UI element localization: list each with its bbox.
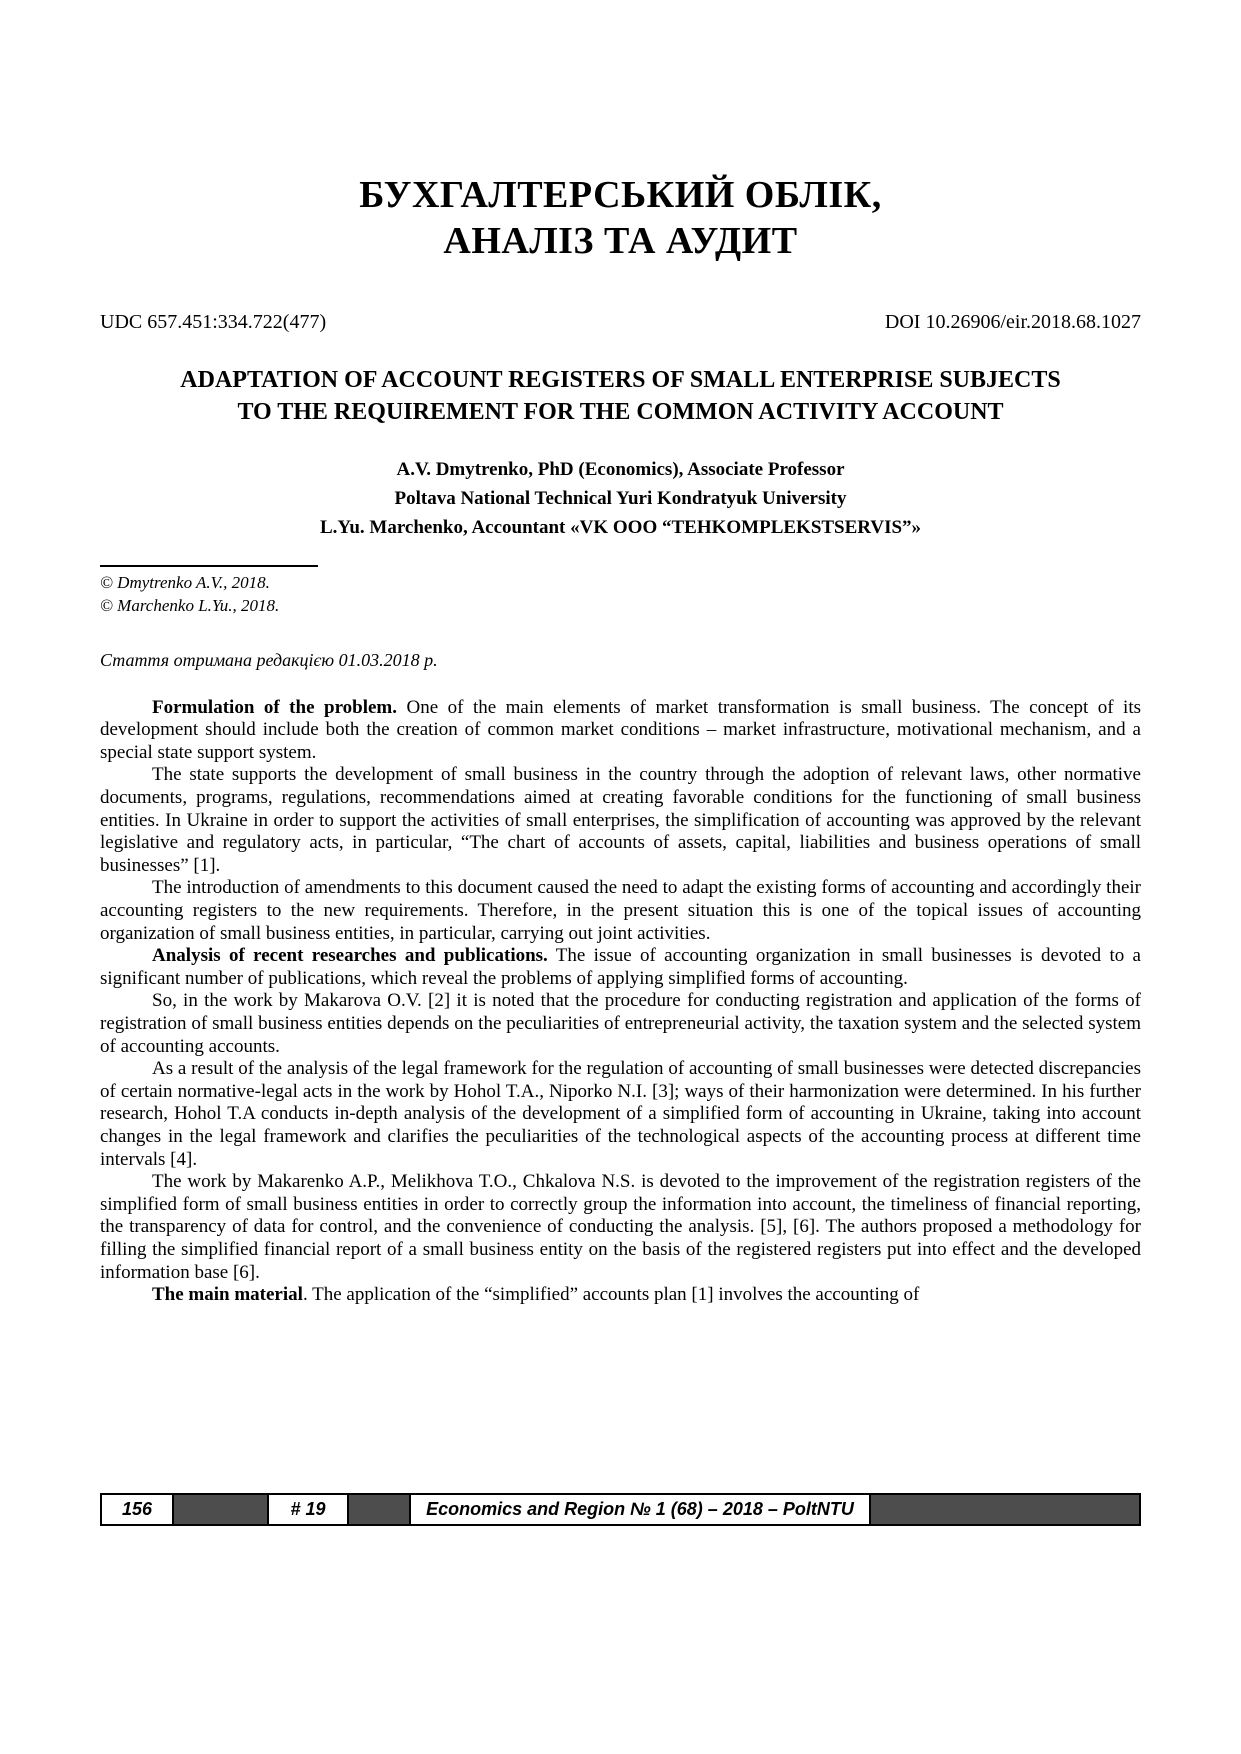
paragraph-text: The work by Makarenko A.P., Melikhova T.O., Chkalova N.S. is devoted to the improvement of the registration registers of the simplified form of small business entities in order to correctly group the information into account, the timeliness of financial reporting, the transparency of data for control, and the convenience of conducting the analysis. [5], [6]. The authors proposed a methodology for filling the simplified financial report of a small business entity on the basis of the registered registers put into effect and the developed information base [6]. xyxy=(100,1171,1141,1283)
paragraph xyxy=(100,945,1141,990)
paragraph xyxy=(100,1284,1141,1307)
paragraph xyxy=(100,697,1141,765)
paragraph xyxy=(100,1058,1141,1171)
udc-doi-row xyxy=(100,311,1141,334)
author-line: L.Yu. Marchenko, Accountant «VK OOO “TEHKOMPLEKSTSERVIS”» xyxy=(319,517,922,539)
paragraph-text: One of the main elements of market transformation is small business. The concept of its development should include both the creation of common market conditions – market infrastructure, motivational mechanism, and a special state support system. xyxy=(100,696,1141,763)
paragraph-text: So, in the work by Makarova O.V. [2] it is noted that the procedure for conducting registration and application of the forms of registration of small business entities depends on the peculiarities of entrepreneurial activity, the taxation system and the selected system of accounting accounts. xyxy=(100,990,1141,1057)
paragraph xyxy=(100,877,1141,945)
paragraph xyxy=(100,1171,1141,1284)
paragraph-lead: The main material xyxy=(152,1284,303,1306)
copyright-line: © Marchenko L.Yu., 2018. xyxy=(100,595,280,615)
copyright-block xyxy=(100,565,1141,618)
copyright-line: © Dmytrenko A.V., 2018. xyxy=(100,572,270,592)
section-title-line1: БУХГАЛТЕРСЬКИЙ ОБЛІК, xyxy=(359,174,882,216)
footer-issue-number: # 19 xyxy=(269,1495,349,1524)
copyright-separator-rule xyxy=(100,565,318,567)
author-line: A.V. Dmytrenko, PhD (Economics), Associate Professor xyxy=(396,458,845,480)
paragraph-text: The state supports the development of small business in the country through the adoption of relevant laws, other normative documents, programs, regulations, recommendations aimed at creating favorable conditions for the functioning of small business entities. In Ukraine in order to support the activities of small enterprises, the simplification of accounting was approved by the relevant legislative and regulatory acts, in particular, “The chart of accounts of assets, capital, liabilities and business operations of small businesses” [1]. xyxy=(100,764,1141,876)
footer-page-number: 156 xyxy=(102,1495,174,1524)
paragraph-lead: Formulation of the problem. xyxy=(152,696,398,718)
article-title: ADAPTATION OF ACCOUNT REGISTERS OF SMALL ENTERPRISE SUBJECTS TO THE REQUIREMENT FOR THE COMMON ACTIVITY ACCOUNT xyxy=(180,366,1061,426)
paragraph-text: The introduction of amendments to this document caused the need to adapt the existing forms of accounting and accordingly their accounting registers to the new requirements. Therefore, in the present situation this is one of the topical issues of accounting organization of small business entities, in particular, carrying out joint activities. xyxy=(100,877,1141,944)
paragraph-lead: Analysis of recent researches and publications. xyxy=(152,945,548,967)
doi-code: DOI 10.26906/eir.2018.68.1027 xyxy=(884,310,1141,333)
authors-block xyxy=(100,455,1141,543)
udc-code: UDC 657.451:334.722(477) xyxy=(100,310,327,333)
footer-journal-title: Economics and Region № 1 (68) – 2018 – PoltNTU xyxy=(411,1495,871,1524)
author-affiliation: Poltava National Technical Yuri Kondratyuk University xyxy=(394,487,847,509)
paragraph-text: The issue of accounting organization in small businesses is devoted to a significant number of publications, which reveal the problems of applying simplified forms of accounting. xyxy=(100,945,1141,989)
paragraph-text: As a result of the analysis of the legal framework for the regulation of accounting of small businesses were detected discrepancies of certain normative-legal acts in the work by Hohol T.A., Niporko N.I. [3]; ways of their harmonization were determined. In his further research, Hohol T.A conducts in-depth analysis of the development of a simplified form of accounting in Ukraine, taking into account changes in the legal framework and clarifies the peculiarities of the technological aspects of the accounting process at different time intervals [4]. xyxy=(100,1058,1141,1170)
footer-divider-block xyxy=(871,1495,1139,1524)
section-title xyxy=(100,172,1141,265)
footer-bar xyxy=(100,1493,1141,1526)
paragraph-text: . The application of the “simplified” accounts plan [1] involves the accounting of xyxy=(302,1284,920,1306)
section-title-line2: АНАЛІЗ ТА АУДИТ xyxy=(443,220,798,263)
paragraph xyxy=(100,764,1141,877)
received-date-line: Стаття отримана редакцією 01.03.2018 р. xyxy=(100,649,438,670)
article-body xyxy=(100,697,1141,1307)
footer-divider-block xyxy=(174,1495,269,1524)
footer-divider-block xyxy=(349,1495,411,1524)
paragraph xyxy=(100,990,1141,1058)
